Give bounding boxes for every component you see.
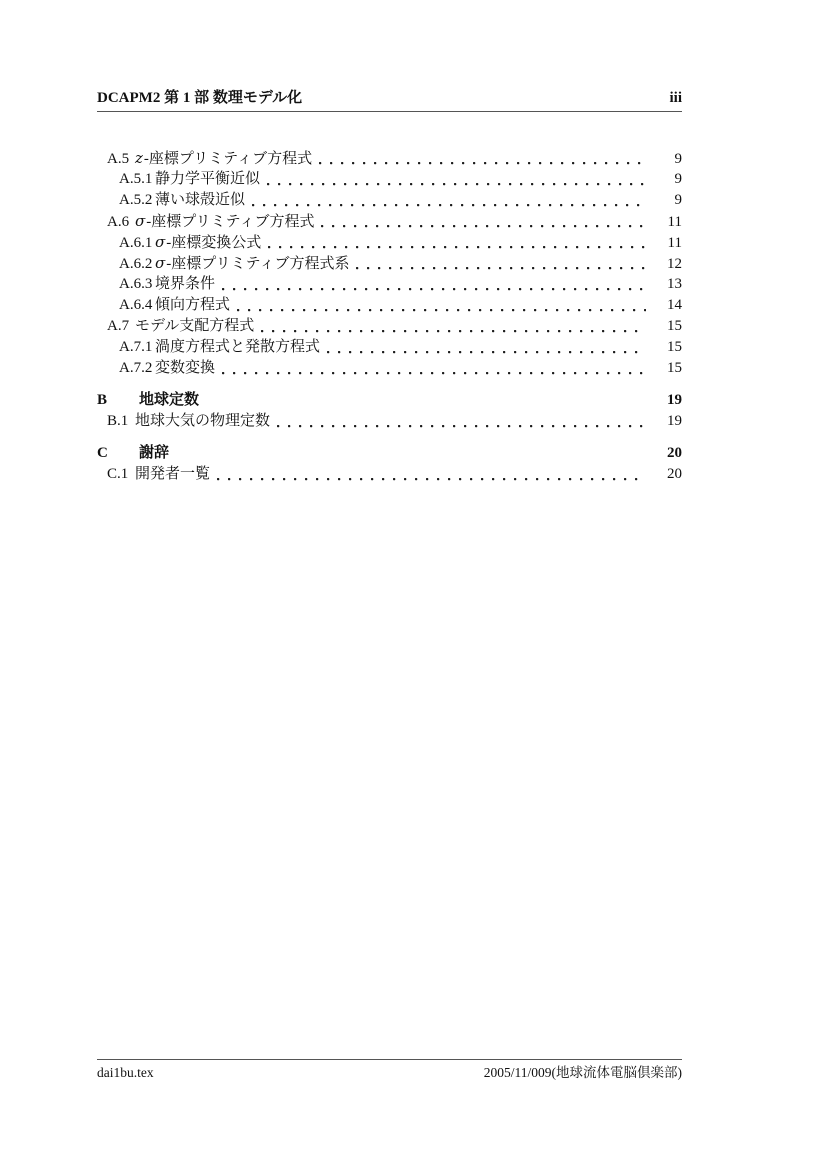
toc-entry-number: A.6.2 xyxy=(119,256,153,272)
toc-dot-leader xyxy=(356,253,646,274)
toc-entry-a-7-2 xyxy=(97,358,682,379)
toc-entry-a-5 xyxy=(97,148,682,169)
toc-entry-title: 傾向方程式 xyxy=(155,297,231,313)
toc-entry-page: 11 xyxy=(667,214,682,230)
toc-entry-title: 渦度方程式と発散方程式 xyxy=(155,339,321,355)
toc-entry-title: 境界条件 xyxy=(155,276,216,292)
toc-entry-c-1 xyxy=(97,464,682,485)
toc-dot-leader xyxy=(217,464,646,485)
toc-entry-number: A.7.2 xyxy=(119,360,153,376)
toc-entry-number: A.6.3 xyxy=(119,276,153,292)
toc-dot-leader xyxy=(267,169,646,190)
toc-entry-title-text: -座標プリミティブ方程式 xyxy=(146,214,315,230)
toc-entry-page: 9 xyxy=(674,192,682,208)
toc-entry-a-6-3 xyxy=(97,274,682,295)
toc-entry-number: A.6 xyxy=(107,214,130,230)
toc-entry-a-7-1 xyxy=(97,337,682,358)
toc-entry-title-text: -座標変換公式 xyxy=(166,235,262,251)
toc-dot-leader xyxy=(252,190,646,211)
toc-entry-page: 20 xyxy=(667,466,682,482)
toc-entry-page: 13 xyxy=(667,276,682,292)
toc-entry-page: 15 xyxy=(667,360,682,376)
footer-date-publisher: 2005/11/009(地球流体電脳倶楽部) xyxy=(483,1065,682,1080)
toc-entry-title xyxy=(135,211,314,233)
toc-entry-page: 15 xyxy=(667,339,682,355)
running-header xyxy=(97,89,682,112)
toc-dot-leader xyxy=(327,337,646,358)
toc-dot-leader xyxy=(222,274,646,295)
toc-dot-leader xyxy=(268,232,646,253)
toc-entry-page: 11 xyxy=(667,235,682,251)
toc-entry-title xyxy=(135,148,312,170)
toc-entry-title-text: -座標プリミティブ方程式 xyxy=(143,151,313,167)
toc-entry-page: 19 xyxy=(667,392,682,408)
table-of-contents xyxy=(97,148,682,485)
toc-entry-b-1 xyxy=(97,411,682,432)
toc-entry-page: 12 xyxy=(667,256,682,272)
toc-entry-number: B xyxy=(97,392,108,408)
toc-entry-title xyxy=(155,253,349,275)
toc-entry-a-6 xyxy=(97,211,682,232)
toc-entry-a-7 xyxy=(97,316,682,337)
toc-entry-a-6-4 xyxy=(97,295,682,316)
toc-dot-leader xyxy=(237,295,646,316)
toc-entry-number: A.5.2 xyxy=(119,192,153,208)
toc-entry-title-math-symbol: σ xyxy=(155,254,166,272)
header-page-number: iii xyxy=(669,90,682,106)
toc-entry-title-math-symbol: σ xyxy=(135,212,146,230)
toc-entry-title: 地球大気の物理定数 xyxy=(135,413,271,429)
footer-filename: dai1bu.tex xyxy=(97,1065,154,1080)
toc-entry-page: 9 xyxy=(674,171,682,187)
toc-entry-title-math-symbol: σ xyxy=(155,233,166,251)
toc-entry-page: 15 xyxy=(667,318,682,334)
toc-entry-a-6-1 xyxy=(97,232,682,253)
toc-entry-title: 薄い球殻近似 xyxy=(155,192,246,208)
toc-dot-leader xyxy=(321,211,646,232)
toc-entry-title: 地球定数 xyxy=(139,392,200,408)
toc-entry-title: 開発者一覧 xyxy=(135,466,211,482)
toc-entry-title: 謝辞 xyxy=(139,445,170,461)
toc-dot-leader xyxy=(176,443,646,464)
toc-entry-a-5-2 xyxy=(97,190,682,211)
toc-entry-number: A.5.1 xyxy=(119,171,153,187)
toc-entry-a-6-2 xyxy=(97,253,682,274)
toc-entry-title-text: -座標プリミティブ方程式系 xyxy=(166,256,350,272)
toc-dot-leader xyxy=(277,411,646,432)
toc-entry-number: A.7 xyxy=(107,318,130,334)
toc-dot-leader xyxy=(319,148,646,169)
toc-entry-title: 変数変換 xyxy=(155,360,216,376)
toc-entry-page: 20 xyxy=(667,445,682,461)
toc-entry-a-5-1 xyxy=(97,169,682,190)
toc-dot-leader xyxy=(261,316,646,337)
toc-entry-b xyxy=(97,390,682,411)
toc-entry-number: B.1 xyxy=(107,413,129,429)
toc-dot-leader xyxy=(206,390,646,411)
header-title: DCAPM2 第 1 部 数理モデル化 xyxy=(97,90,303,106)
toc-entry-number: C.1 xyxy=(107,466,129,482)
toc-entry-number: A.6.4 xyxy=(119,297,153,313)
toc-entry-page: 14 xyxy=(667,297,682,313)
toc-entry-title: 静力学平衡近似 xyxy=(155,171,261,187)
toc-dot-leader xyxy=(222,358,646,379)
toc-entry-number: A.6.1 xyxy=(119,235,153,251)
toc-entry-number: C xyxy=(97,445,108,461)
toc-entry-page: 19 xyxy=(667,413,682,429)
toc-entry-number: A.5 xyxy=(107,151,130,167)
toc-entry-page: 9 xyxy=(674,151,682,167)
toc-entry-title: モデル支配方程式 xyxy=(135,318,255,334)
toc-entry-number: A.7.1 xyxy=(119,339,153,355)
toc-entry-c xyxy=(97,443,682,464)
toc-entry-title-math-symbol: z xyxy=(135,149,143,167)
toc-entry-title xyxy=(155,232,261,254)
running-footer xyxy=(97,1059,682,1081)
